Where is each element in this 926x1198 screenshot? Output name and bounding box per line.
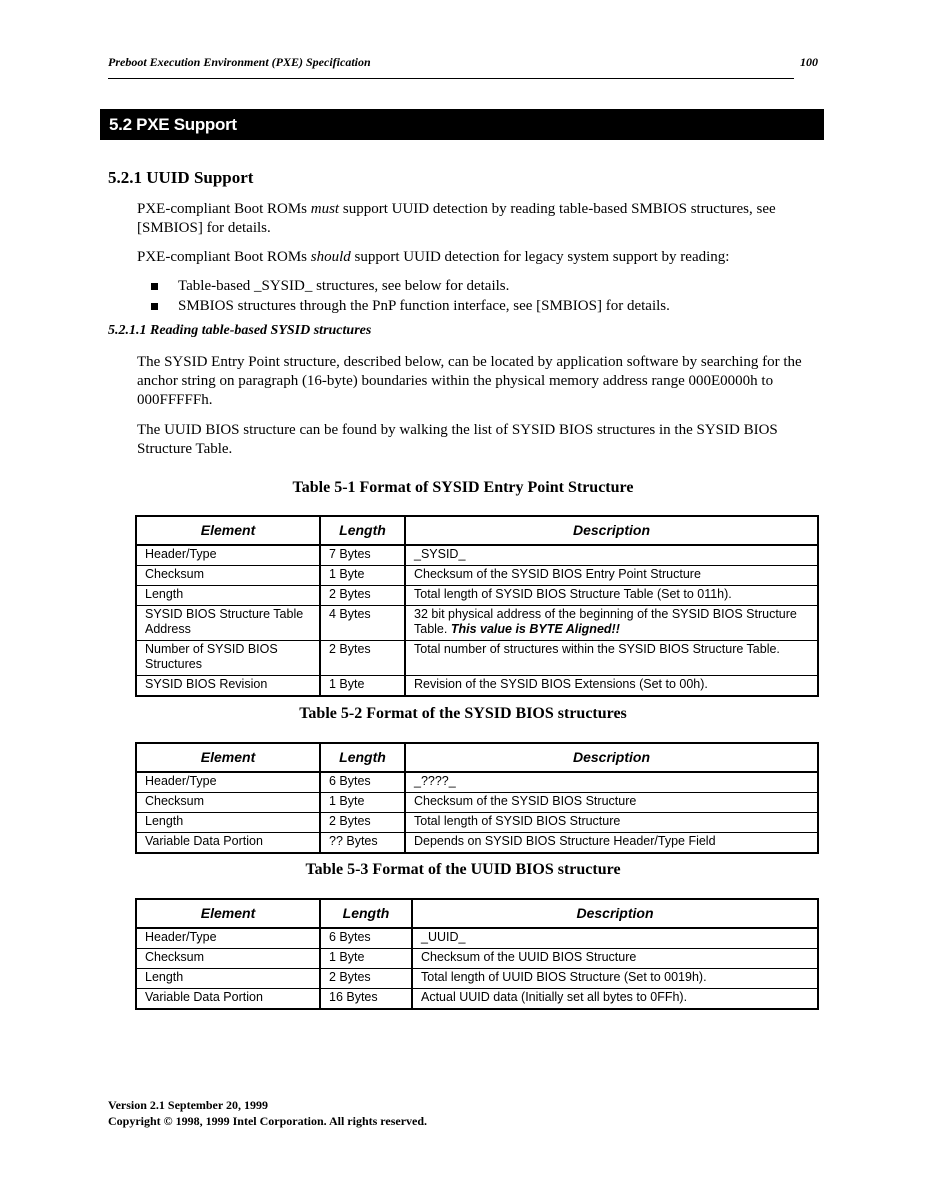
cell-element: SYSID BIOS Structure Table Address [136, 606, 320, 641]
cell-length: 16 Bytes [320, 989, 412, 1010]
bullet-list [137, 276, 817, 316]
cell-element: Checksum [136, 949, 320, 969]
cell-element: Checksum [136, 566, 320, 586]
cell-element: Checksum [136, 793, 320, 813]
table-row [136, 989, 818, 1010]
cell-description: Depends on SYSID BIOS Structure Header/Type Field [405, 833, 818, 854]
header-rule [108, 78, 794, 79]
running-header [108, 55, 820, 70]
table-caption: Table 5-1 Format of SYSID Entry Point Structure [292, 479, 634, 496]
table-row [136, 949, 818, 969]
cell-length: 6 Bytes [320, 928, 412, 949]
table-sysid-entry-point [135, 515, 819, 697]
table-row [136, 606, 818, 641]
cell-description: Actual UUID data (Initially set all bytes to 0FFh). [412, 989, 818, 1010]
page-footer [108, 1097, 427, 1129]
cell-length: 1 Byte [320, 949, 412, 969]
column-header: Description [412, 899, 818, 928]
list-item [137, 276, 817, 296]
cell-element: Header/Type [136, 928, 320, 949]
cell-length: 2 Bytes [320, 641, 405, 676]
cell-length: 4 Bytes [320, 606, 405, 641]
cell-element: Length [136, 813, 320, 833]
table-row [136, 969, 818, 989]
desc-text: 32 bit physical address of the beginning of the SYSID BIOS Structure Table. [414, 607, 797, 636]
column-header: Element [136, 899, 320, 928]
cell-length: 1 Byte [320, 566, 405, 586]
cell-element: Header/Type [136, 545, 320, 566]
cell-element: SYSID BIOS Revision [136, 676, 320, 697]
cell-length: 1 Byte [320, 676, 405, 697]
cell-length: 2 Bytes [320, 969, 412, 989]
list-item [137, 296, 817, 316]
table-row [136, 833, 818, 854]
paragraph-2 [137, 248, 817, 267]
cell-description: _????_ [405, 772, 818, 793]
paragraph-3: The SYSID Entry Point structure, described below, can be located by application software by searching for the anchor string on paragraph (16-byte) boundaries within the physical memory address range 000E0000h to 000FFFFFh. [137, 354, 802, 408]
column-header: Element [136, 743, 320, 772]
column-header: Element [136, 516, 320, 545]
column-header: Description [405, 516, 818, 545]
desc-bold-note: This value is BYTE Aligned!! [450, 622, 620, 636]
cell-length: 2 Bytes [320, 586, 405, 606]
table-header-row [136, 516, 818, 545]
cell-description [405, 606, 818, 641]
header-title: Preboot Execution Environment (PXE) Specification [108, 55, 371, 69]
section-heading: 5.2 PXE Support [100, 109, 824, 140]
cell-description: _UUID_ [412, 928, 818, 949]
cell-element: Number of SYSID BIOS Structures [136, 641, 320, 676]
column-header: Length [320, 516, 405, 545]
table-row [136, 813, 818, 833]
subsection-heading: 5.2.1 UUID Support [108, 168, 254, 187]
table-row [136, 676, 818, 697]
cell-description: Total length of UUID BIOS Structure (Set to 0019h). [412, 969, 818, 989]
table-header-row [136, 899, 818, 928]
cell-length: 2 Bytes [320, 813, 405, 833]
desc-text: Checksum of the SYSID BIOS Entry Point Structure [414, 567, 701, 581]
bullet-text: SMBIOS structures through the PnP function interface, see [SMBIOS] for details. [178, 298, 670, 314]
p2-text-a: PXE-compliant Boot ROMs [137, 249, 311, 265]
cell-description [405, 676, 818, 697]
p2-emphasis: should [310, 249, 351, 265]
cell-description [405, 641, 818, 676]
cell-description [405, 566, 818, 586]
cell-description: Checksum of the UUID BIOS Structure [412, 949, 818, 969]
bullet-text: Table-based _SYSID_ structures, see below for details. [178, 278, 510, 294]
cell-element: Variable Data Portion [136, 989, 320, 1010]
table-row [136, 566, 818, 586]
table-caption: Table 5-3 Format of the UUID BIOS structure [305, 861, 621, 878]
cell-description [405, 545, 818, 566]
table-row [136, 641, 818, 676]
desc-text: _SYSID_ [414, 547, 466, 561]
table-row [136, 793, 818, 813]
footer-copyright: Copyright © 1998, 1999 Intel Corporation. All rights reserved. [108, 1114, 428, 1128]
cell-element: Length [136, 586, 320, 606]
table-uuid-bios-structure [135, 898, 819, 1010]
table-header-row [136, 743, 818, 772]
cell-element: Variable Data Portion [136, 833, 320, 854]
p1-text-b: support UUID detection by reading table-based SMBIOS structures, see [SMBIOS] for details. [137, 201, 776, 236]
table-row [136, 586, 818, 606]
column-header: Length [320, 899, 412, 928]
cell-length: 1 Byte [320, 793, 405, 813]
paragraph-1 [137, 200, 817, 238]
cell-element: Header/Type [136, 772, 320, 793]
table-sysid-bios-structures [135, 742, 819, 854]
desc-text: Total length of SYSID BIOS Structure Table (Set to 011h). [414, 587, 732, 601]
desc-text: Total number of structures within the SYSID BIOS Structure Table. [414, 642, 780, 656]
cell-description: Checksum of the SYSID BIOS Structure [405, 793, 818, 813]
table-caption: Table 5-2 Format of the SYSID BIOS structures [299, 705, 627, 722]
cell-length: 7 Bytes [320, 545, 405, 566]
p2-text-b: support UUID detection for legacy system support by reading: [350, 249, 730, 265]
cell-description [405, 586, 818, 606]
bullet-square-icon [151, 283, 158, 290]
p1-emphasis: must [310, 201, 340, 217]
column-header: Description [405, 743, 818, 772]
desc-text: Revision of the SYSID BIOS Extensions (Set to 00h). [414, 677, 708, 691]
paragraph-4: The UUID BIOS structure can be found by walking the list of SYSID BIOS structures in the SYSID BIOS Structure Table. [137, 422, 778, 457]
table-row [136, 772, 818, 793]
page-number: 100 [800, 55, 818, 69]
cell-length: 6 Bytes [320, 772, 405, 793]
column-header: Length [320, 743, 405, 772]
cell-element: Length [136, 969, 320, 989]
footer-version: Version 2.1 September 20, 1999 [108, 1098, 268, 1112]
subsubsection-heading: 5.2.1.1 Reading table-based SYSID structures [108, 323, 372, 338]
p1-text-a: PXE-compliant Boot ROMs [137, 201, 311, 217]
bullet-square-icon [151, 303, 158, 310]
table-row [136, 928, 818, 949]
table-row [136, 545, 818, 566]
cell-length: ?? Bytes [320, 833, 405, 854]
cell-description: Total length of SYSID BIOS Structure [405, 813, 818, 833]
